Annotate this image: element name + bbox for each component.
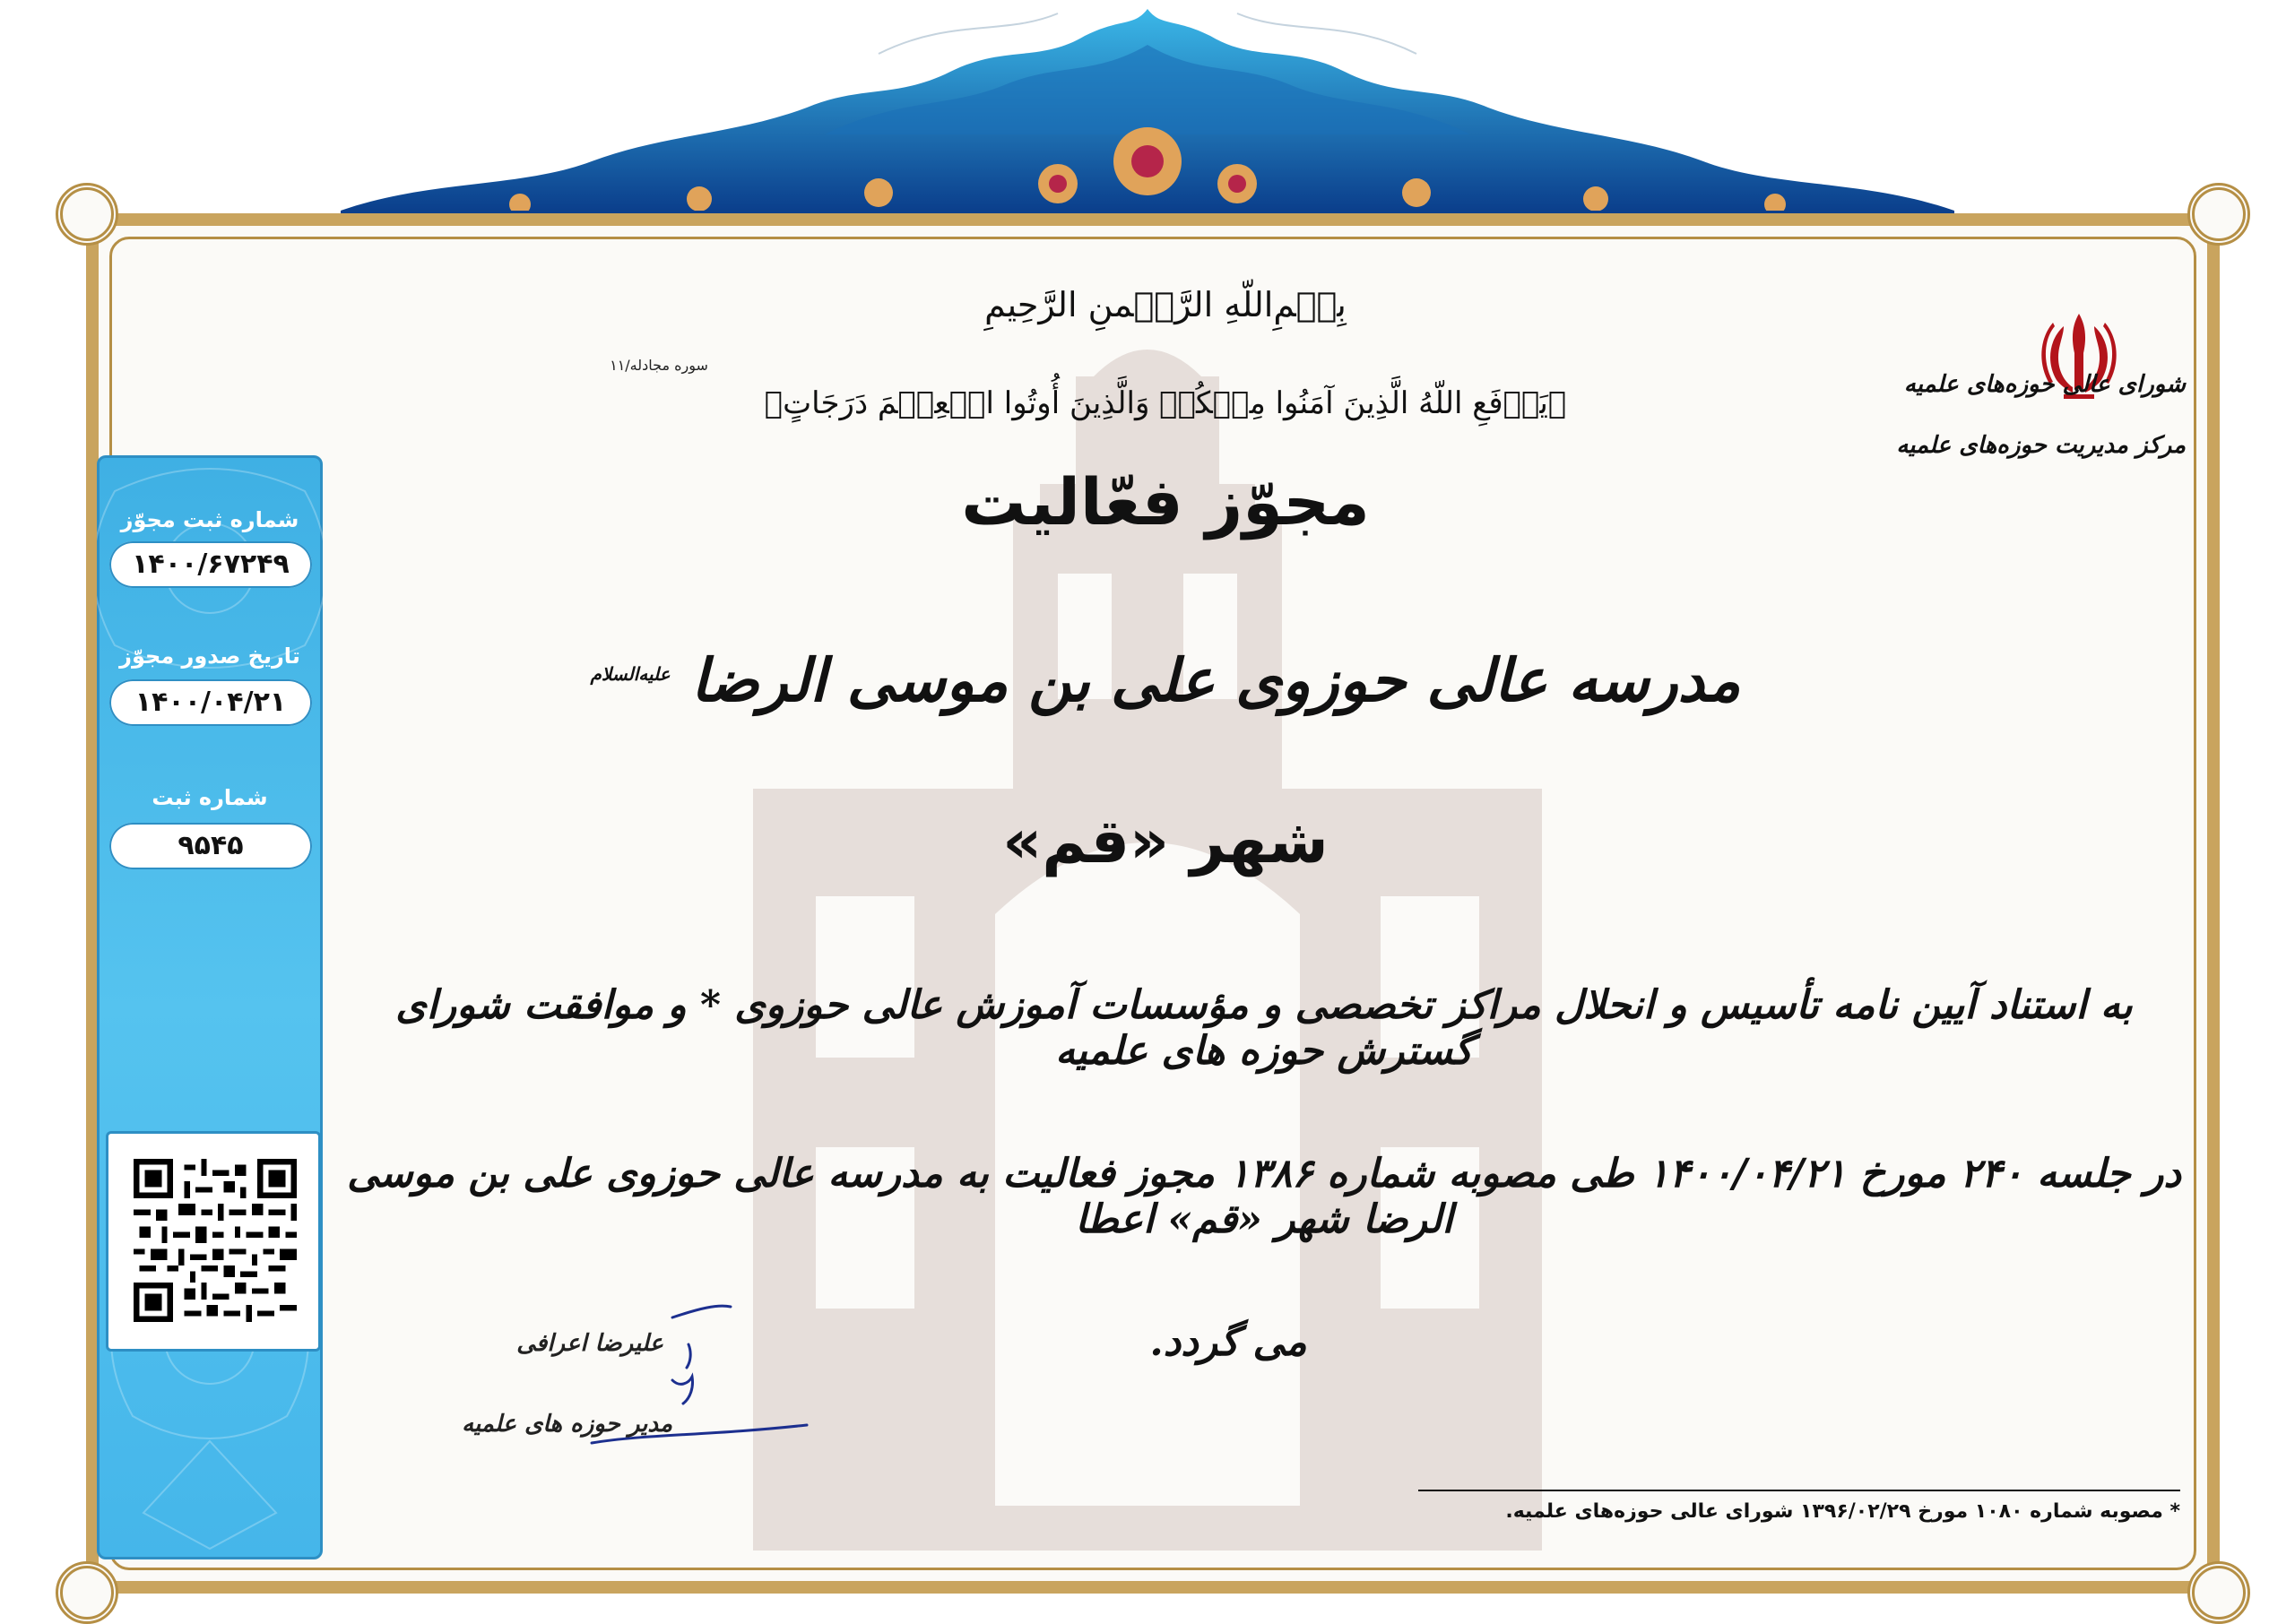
corner-ornament [2187, 1561, 2250, 1624]
basmala: بِسۡمِ‌اللّهِ الرَّحۡمنِ الرَّحِیمِ [984, 285, 1347, 324]
record-number-label: شماره ثبت [152, 785, 268, 810]
org-line-management-center: مرکز مدیریت حوزه‌های علمیه [1896, 432, 2186, 459]
qr-code-icon [134, 1159, 297, 1322]
certificate-title: مجوّز فعّالیت [961, 464, 1370, 540]
footnote-divider [1418, 1490, 2180, 1491]
body-line-2: در جلسه ۲۴۰ مورخ ۱۴۰۰/۰۴/۲۱ طی مصوبه شماره ۱۳۸۶ مجوز فعالیت به مدرسه عالی حوزوی علی بن موسی الرضا شهر «قم» اعطا [347, 1151, 2181, 1242]
side-panel-pattern [97, 455, 323, 1559]
school-name-text: مدرسه عالی حوزوی علی بن موسی الرضا [690, 645, 1741, 715]
body-line-3: می گردد. [1149, 1319, 1307, 1365]
quran-verse: ﴿یَرۡفَعِ اللّهُ الَّذِینَ آمَنُوا مِنۡکُمۡ وَالَّذِینَ أُوتُوا الۡعِلۡمَ دَرَجَاتٍ﴾ [764, 385, 1567, 421]
school-name [359, 645, 1972, 715]
corner-ornament [2187, 183, 2250, 246]
qr-code-box [106, 1131, 321, 1352]
city-name: شهر «قم» [1002, 807, 1329, 877]
corner-ornament [56, 183, 118, 246]
top-ornament [323, 0, 1972, 224]
surah-reference: سوره مجادله/۱۱ [610, 357, 708, 374]
issue-date-value: ۱۴۰۰/۰۴/۲۱ [109, 679, 312, 726]
footnote: * مصوبه شماره ۱۰۸۰ مورخ ۱۳۹۶/۰۲/۲۹ شورای عالی حوزه‌های علمیه. [1505, 1500, 2180, 1523]
honorific: علیه‌السلام [590, 663, 671, 685]
issue-date-label: تاریخ صدور مجوّز [119, 644, 300, 669]
signature-scribble [574, 1291, 825, 1470]
signatory-name: علیرضا اعرافی [516, 1330, 663, 1357]
corner-ornament [56, 1561, 118, 1624]
reg-number-label: شماره ثبت مجوّز [120, 507, 299, 532]
record-number-value: ۹۵۴۵ [109, 823, 312, 869]
reg-number-value: ۱۴۰۰/۶۷۲۴۹ [109, 541, 312, 588]
body-line-1: به استناد آیین نامه تأسیس و انحلال مراکز تخصصی و مؤسسات آموزش عالی حوزوی * و موافقت شورای گسترش حوزه های علمیه [395, 982, 2133, 1074]
signatory-position: مدیر حوزه های علمیه [462, 1411, 672, 1438]
org-line-council: شورای عالی حوزه‌های علمیه [1903, 371, 2186, 398]
